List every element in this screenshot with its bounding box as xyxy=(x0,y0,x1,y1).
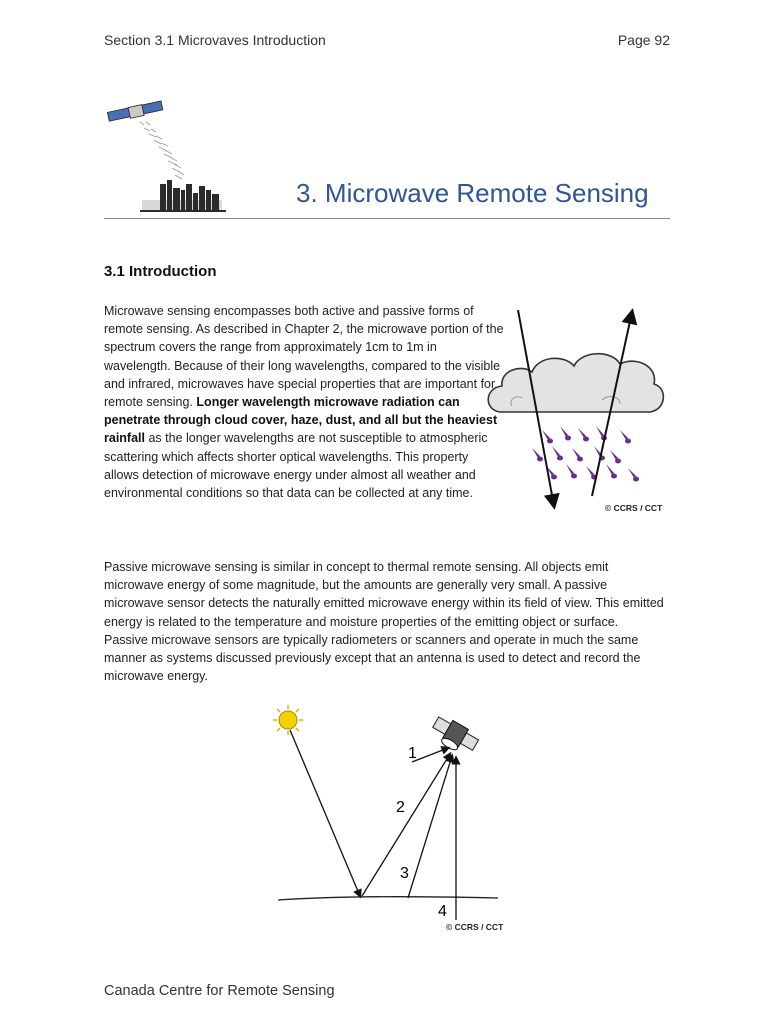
atmospheric-emission-ray xyxy=(412,748,448,762)
section-heading: 3.1 Introduction xyxy=(104,263,217,280)
sensor-figure-credit: © CCRS / CCT xyxy=(446,922,504,932)
figure-label-2: 2 xyxy=(396,799,405,816)
sun-icon xyxy=(273,705,303,735)
city-skyline-icon xyxy=(140,180,226,212)
signal-beam xyxy=(140,122,184,179)
paragraph-intro-rest: as the longer wavelengths are not susceptible to atmospheric scattering which affects shorter optical wavelengths. This property allows detection of microwave energy under almost all weather and environmental conditions so that data can be collected at any time. xyxy=(104,431,488,501)
cloud-figure-credit: © CCRS / CCT xyxy=(605,503,663,513)
running-header-section: Section 3.1 Microvaves Introduction xyxy=(104,32,326,48)
satellite-city-illustration xyxy=(104,100,228,216)
paragraph-intro-emphasis: Longer wavelength microwave radiation can penetrate through cloud cover, haze, dust, and all but the heaviest rainfall xyxy=(104,395,498,446)
figure-label-4: 4 xyxy=(438,903,447,920)
running-header-page: Page 92 xyxy=(617,32,670,48)
paragraph-intro xyxy=(104,302,506,502)
passive-sensing-figure xyxy=(266,700,516,940)
sun-to-ground-ray xyxy=(290,730,360,896)
figure-label-3: 3 xyxy=(400,865,409,882)
paragraph-intro-text: Microwave sensing encompasses both active and passive forms of remote sensing. As described in Chapter 2, the microwave portion of the spectrum covers the range from approximately 1cm to 1m in wavelength. Because of their long wavelengths, compared to the visible and infrared, microwaves have special properties that are important for remote sensing. xyxy=(104,304,504,410)
satellite-icon xyxy=(107,101,162,121)
chapter-title: 3. Microwave Remote Sensing xyxy=(296,178,649,208)
page-footer: Canada Centre for Remote Sensing xyxy=(104,983,335,999)
cloud-penetration-figure xyxy=(482,300,674,522)
cloud-icon xyxy=(488,354,663,412)
paragraph-passive: Passive microwave sensing is similar in concept to thermal remote sensing. All objects emit microwave energy of some magnitude, but the amounts are generally very small. A passive microwave sensor detects the naturally emitted microwave energy within its field of view. This emitted energy is related to the temperature and moisture properties of the emitting object or surface. Passive microwave sensors are typically radiometers or scanners and operate in much the same manner as systems discussed previously except that an antenna is used to detect and record the microwave energy. xyxy=(104,560,664,684)
figure-label-1: 1 xyxy=(408,745,417,762)
ground-surface xyxy=(278,897,498,900)
surface-emission-ray xyxy=(408,756,452,898)
title-divider xyxy=(104,218,670,219)
